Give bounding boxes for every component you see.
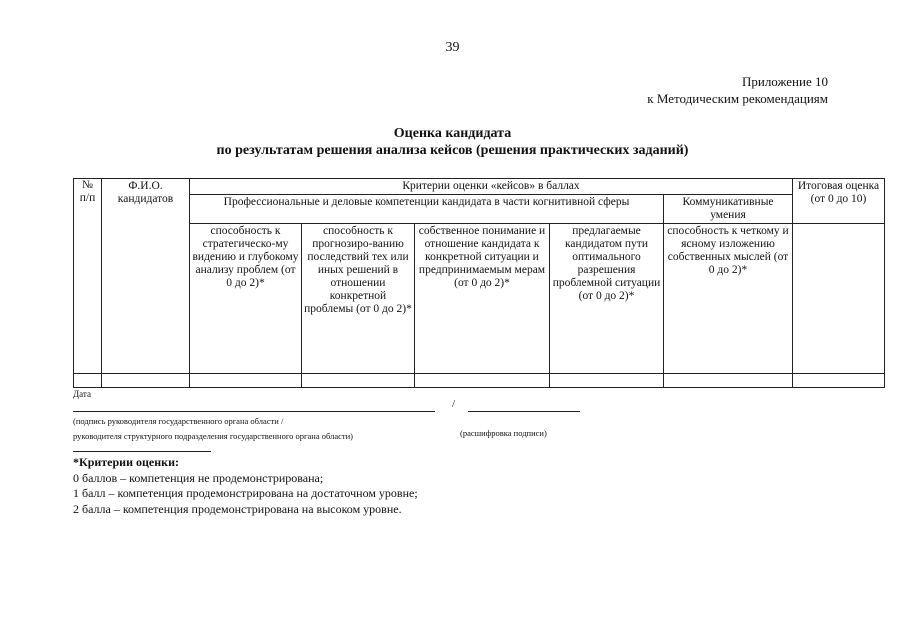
signature-line xyxy=(73,411,435,412)
criterion-strategic: способность к стратегическо-му видению и глубокому анализу проблем (от 0 до 2)* xyxy=(190,224,302,374)
signature-caption-line-1: (подпись руководителя государственного органа области / xyxy=(73,416,284,426)
header-criteria: Критерии оценки «кейсов» в баллах xyxy=(190,179,793,195)
header-fio xyxy=(102,179,190,374)
total-empty-cell xyxy=(793,224,885,374)
criterion-solutions: предлагаемые кандидатом пути оптимального разрешения проблемной ситуации (от 0 до 2)* xyxy=(550,224,664,374)
empty-cell xyxy=(550,374,664,388)
header-professional: Профессиональные и деловые компетенции кандидата в части когнитивной сферы xyxy=(190,195,664,224)
criteria-heading: *Критерии оценки: xyxy=(73,455,179,469)
criterion-understanding: собственное понимание и отношение кандидата к конкретной ситуации и предпринимаемым мерам (от 0 до 2)* xyxy=(415,224,550,374)
footnote-separator xyxy=(73,451,211,452)
empty-cell xyxy=(793,374,885,388)
appendix-reference xyxy=(647,73,828,107)
empty-cell xyxy=(102,374,190,388)
list-item: 2 балла – компетенция продемонстрирована на высоком уровне. xyxy=(73,501,402,516)
signature-slash: / xyxy=(452,398,456,410)
decode-caption: (расшифровка подписи) xyxy=(460,428,547,438)
criterion-expression: способность к четкому и ясному изложению собственных мыслей (от 0 до 2)* xyxy=(664,224,793,374)
signature-caption-line-2: руководителя структурного подразделения государственного органа области) xyxy=(73,431,353,441)
signature-caption xyxy=(73,414,353,444)
empty-cell xyxy=(302,374,415,388)
document-title xyxy=(0,125,905,159)
empty-cell xyxy=(415,374,550,388)
empty-cell xyxy=(74,374,102,388)
decode-line xyxy=(468,411,580,412)
list-item: 1 балл – компетенция продемонстрирована на достаточном уровне; xyxy=(73,486,418,500)
header-total: Итоговая оценка (от 0 до 10) xyxy=(793,179,885,224)
table-row xyxy=(74,374,885,388)
header-number xyxy=(74,179,102,374)
criteria-notes xyxy=(73,455,418,517)
title-line-1: Оценка кандидата xyxy=(393,126,512,141)
evaluation-table xyxy=(73,178,885,388)
date-label: Дата xyxy=(73,389,91,399)
empty-cell xyxy=(664,374,793,388)
page-number: 39 xyxy=(445,40,460,55)
header-number-label: № п/п xyxy=(79,179,96,204)
appendix-line-1: Приложение 10 xyxy=(741,74,828,89)
criterion-forecasting: способность к прогнозиро-ванию последствий тех или иных решений в отношении конкретной проблемы (от 0 до 2)* xyxy=(302,224,415,374)
title-line-2: по результатам решения анализа кейсов (решения практических заданий) xyxy=(216,143,689,158)
header-communicative: Коммуникативные умения xyxy=(664,195,793,224)
header-fio-label: Ф.И.О. кандидатов xyxy=(117,180,174,205)
empty-cell xyxy=(190,374,302,388)
list-item: 0 баллов – компетенция не продемонстрирована; xyxy=(73,470,324,485)
appendix-line-2: к Методическим рекомендациям xyxy=(647,91,828,106)
